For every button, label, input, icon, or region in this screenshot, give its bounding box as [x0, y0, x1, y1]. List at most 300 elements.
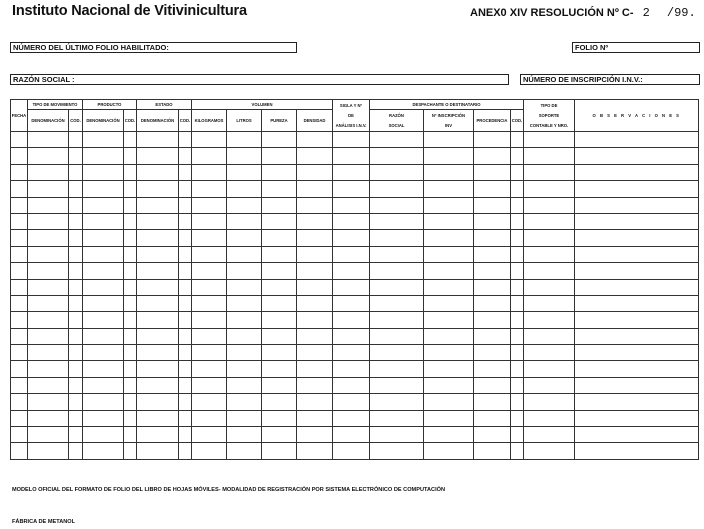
table-cell[interactable] [124, 295, 137, 311]
table-cell[interactable] [83, 197, 124, 213]
table-cell[interactable] [524, 312, 575, 328]
table-cell[interactable] [69, 279, 83, 295]
table-cell[interactable] [370, 148, 424, 164]
table-cell[interactable] [370, 213, 424, 229]
table-cell[interactable] [370, 164, 424, 180]
table-cell[interactable] [333, 132, 370, 148]
table-cell[interactable] [370, 394, 424, 410]
table-cell[interactable] [83, 246, 124, 262]
table-cell[interactable] [69, 213, 83, 229]
table-cell[interactable] [11, 377, 28, 393]
table-cell[interactable] [11, 328, 28, 344]
table-cell[interactable] [124, 197, 137, 213]
table-cell[interactable] [11, 230, 28, 246]
table-cell[interactable] [524, 443, 575, 459]
table-cell[interactable] [69, 197, 83, 213]
table-cell[interactable] [69, 377, 83, 393]
table-cell[interactable] [83, 295, 124, 311]
table-cell[interactable] [179, 164, 192, 180]
table-cell[interactable] [424, 181, 474, 197]
table-cell[interactable] [137, 427, 179, 443]
table-cell[interactable] [124, 181, 137, 197]
table-cell[interactable] [124, 328, 137, 344]
table-cell[interactable] [11, 197, 28, 213]
table-cell[interactable] [370, 345, 424, 361]
table-cell[interactable] [575, 295, 699, 311]
table-cell[interactable] [69, 312, 83, 328]
table-cell[interactable] [424, 312, 474, 328]
table-cell[interactable] [192, 197, 227, 213]
table-cell[interactable] [11, 132, 28, 148]
table-cell[interactable] [124, 230, 137, 246]
table-cell[interactable] [524, 279, 575, 295]
table-cell[interactable] [227, 295, 262, 311]
table-cell[interactable] [179, 148, 192, 164]
table-cell[interactable] [524, 328, 575, 344]
table-cell[interactable] [227, 263, 262, 279]
table-cell[interactable] [137, 443, 179, 459]
table-cell[interactable] [297, 279, 333, 295]
table-cell[interactable] [575, 312, 699, 328]
table-cell[interactable] [124, 345, 137, 361]
table-cell[interactable] [227, 164, 262, 180]
table-cell[interactable] [192, 263, 227, 279]
table-cell[interactable] [262, 230, 297, 246]
table-cell[interactable] [474, 328, 511, 344]
table-cell[interactable] [11, 279, 28, 295]
table-cell[interactable] [11, 148, 28, 164]
table-cell[interactable] [69, 394, 83, 410]
table-cell[interactable] [124, 246, 137, 262]
table-cell[interactable] [474, 443, 511, 459]
table-cell[interactable] [83, 148, 124, 164]
table-cell[interactable] [424, 197, 474, 213]
table-cell[interactable] [575, 213, 699, 229]
table-cell[interactable] [424, 263, 474, 279]
table-cell[interactable] [511, 164, 524, 180]
table-cell[interactable] [424, 345, 474, 361]
table-cell[interactable] [370, 132, 424, 148]
table-cell[interactable] [262, 181, 297, 197]
table-cell[interactable] [511, 394, 524, 410]
table-cell[interactable] [137, 361, 179, 377]
table-cell[interactable] [575, 410, 699, 426]
table-cell[interactable] [28, 181, 69, 197]
table-cell[interactable] [333, 312, 370, 328]
table-cell[interactable] [524, 213, 575, 229]
table-cell[interactable] [124, 361, 137, 377]
table-cell[interactable] [524, 394, 575, 410]
table-cell[interactable] [511, 410, 524, 426]
table-cell[interactable] [28, 345, 69, 361]
table-cell[interactable] [192, 443, 227, 459]
table-cell[interactable] [474, 427, 511, 443]
table-cell[interactable] [474, 345, 511, 361]
table-cell[interactable] [83, 181, 124, 197]
table-cell[interactable] [524, 181, 575, 197]
table-cell[interactable] [69, 148, 83, 164]
table-cell[interactable] [524, 263, 575, 279]
table-cell[interactable] [511, 181, 524, 197]
table-cell[interactable] [124, 213, 137, 229]
table-cell[interactable] [575, 263, 699, 279]
table-cell[interactable] [424, 328, 474, 344]
table-cell[interactable] [524, 377, 575, 393]
table-cell[interactable] [424, 148, 474, 164]
table-cell[interactable] [424, 394, 474, 410]
table-cell[interactable] [28, 361, 69, 377]
table-cell[interactable] [297, 197, 333, 213]
table-cell[interactable] [524, 361, 575, 377]
table-cell[interactable] [333, 328, 370, 344]
table-cell[interactable] [137, 230, 179, 246]
table-cell[interactable] [424, 295, 474, 311]
table-cell[interactable] [333, 443, 370, 459]
table-cell[interactable] [137, 181, 179, 197]
table-cell[interactable] [370, 230, 424, 246]
table-cell[interactable] [179, 394, 192, 410]
table-cell[interactable] [69, 345, 83, 361]
table-cell[interactable] [511, 361, 524, 377]
table-cell[interactable] [227, 328, 262, 344]
table-cell[interactable] [137, 328, 179, 344]
table-cell[interactable] [262, 263, 297, 279]
table-cell[interactable] [575, 345, 699, 361]
table-cell[interactable] [333, 213, 370, 229]
table-cell[interactable] [333, 427, 370, 443]
table-cell[interactable] [83, 410, 124, 426]
table-cell[interactable] [137, 213, 179, 229]
table-cell[interactable] [137, 246, 179, 262]
table-cell[interactable] [333, 295, 370, 311]
table-cell[interactable] [192, 164, 227, 180]
table-cell[interactable] [370, 295, 424, 311]
table-cell[interactable] [137, 197, 179, 213]
table-cell[interactable] [262, 312, 297, 328]
table-cell[interactable] [370, 328, 424, 344]
table-cell[interactable] [474, 164, 511, 180]
table-cell[interactable] [137, 312, 179, 328]
table-cell[interactable] [297, 443, 333, 459]
table-cell[interactable] [424, 427, 474, 443]
table-cell[interactable] [575, 181, 699, 197]
table-cell[interactable] [424, 246, 474, 262]
table-cell[interactable] [333, 410, 370, 426]
table-cell[interactable] [262, 410, 297, 426]
table-cell[interactable] [424, 377, 474, 393]
table-cell[interactable] [192, 427, 227, 443]
table-cell[interactable] [124, 312, 137, 328]
table-cell[interactable] [333, 394, 370, 410]
table-cell[interactable] [333, 197, 370, 213]
table-cell[interactable] [137, 263, 179, 279]
table-cell[interactable] [179, 246, 192, 262]
table-cell[interactable] [124, 443, 137, 459]
table-cell[interactable] [28, 213, 69, 229]
table-cell[interactable] [192, 148, 227, 164]
table-cell[interactable] [424, 410, 474, 426]
table-cell[interactable] [137, 410, 179, 426]
ultimo-folio-field[interactable]: NÚMERO DEL ÚLTIMO FOLIO HABILITADO: [10, 42, 297, 53]
table-cell[interactable] [524, 148, 575, 164]
table-cell[interactable] [575, 279, 699, 295]
table-cell[interactable] [262, 246, 297, 262]
table-cell[interactable] [28, 312, 69, 328]
table-cell[interactable] [137, 279, 179, 295]
table-cell[interactable] [424, 230, 474, 246]
table-cell[interactable] [179, 328, 192, 344]
table-cell[interactable] [424, 443, 474, 459]
table-cell[interactable] [511, 279, 524, 295]
table-cell[interactable] [179, 263, 192, 279]
table-cell[interactable] [524, 345, 575, 361]
table-cell[interactable] [227, 377, 262, 393]
table-cell[interactable] [179, 427, 192, 443]
table-cell[interactable] [333, 181, 370, 197]
table-cell[interactable] [179, 279, 192, 295]
table-cell[interactable] [297, 132, 333, 148]
table-cell[interactable] [474, 197, 511, 213]
table-cell[interactable] [511, 230, 524, 246]
table-cell[interactable] [11, 345, 28, 361]
table-cell[interactable] [575, 427, 699, 443]
table-cell[interactable] [370, 377, 424, 393]
table-cell[interactable] [511, 443, 524, 459]
table-cell[interactable] [28, 246, 69, 262]
table-cell[interactable] [297, 148, 333, 164]
razon-social-field[interactable]: RAZÓN SOCIAL : [10, 74, 509, 85]
table-cell[interactable] [69, 263, 83, 279]
table-cell[interactable] [370, 263, 424, 279]
table-cell[interactable] [69, 230, 83, 246]
table-cell[interactable] [333, 377, 370, 393]
table-cell[interactable] [227, 410, 262, 426]
table-cell[interactable] [511, 246, 524, 262]
table-cell[interactable] [124, 427, 137, 443]
table-cell[interactable] [297, 345, 333, 361]
table-cell[interactable] [262, 328, 297, 344]
table-cell[interactable] [262, 443, 297, 459]
table-cell[interactable] [192, 132, 227, 148]
table-cell[interactable] [69, 132, 83, 148]
table-cell[interactable] [69, 246, 83, 262]
table-cell[interactable] [28, 295, 69, 311]
table-cell[interactable] [511, 427, 524, 443]
table-cell[interactable] [297, 164, 333, 180]
table-cell[interactable] [524, 427, 575, 443]
table-cell[interactable] [370, 361, 424, 377]
table-cell[interactable] [474, 148, 511, 164]
table-cell[interactable] [297, 427, 333, 443]
table-cell[interactable] [83, 230, 124, 246]
table-cell[interactable] [83, 312, 124, 328]
table-cell[interactable] [474, 132, 511, 148]
table-cell[interactable] [575, 197, 699, 213]
table-cell[interactable] [511, 328, 524, 344]
table-cell[interactable] [262, 361, 297, 377]
table-cell[interactable] [28, 148, 69, 164]
table-cell[interactable] [474, 230, 511, 246]
table-cell[interactable] [179, 377, 192, 393]
table-cell[interactable] [524, 246, 575, 262]
table-cell[interactable] [192, 279, 227, 295]
table-cell[interactable] [524, 164, 575, 180]
table-cell[interactable] [11, 263, 28, 279]
table-cell[interactable] [227, 427, 262, 443]
table-cell[interactable] [192, 345, 227, 361]
table-cell[interactable] [69, 361, 83, 377]
table-cell[interactable] [424, 164, 474, 180]
table-cell[interactable] [28, 164, 69, 180]
table-cell[interactable] [83, 361, 124, 377]
table-cell[interactable] [11, 410, 28, 426]
table-cell[interactable] [124, 164, 137, 180]
table-cell[interactable] [227, 132, 262, 148]
table-cell[interactable] [474, 263, 511, 279]
table-cell[interactable] [124, 148, 137, 164]
table-cell[interactable] [262, 213, 297, 229]
table-cell[interactable] [424, 361, 474, 377]
table-cell[interactable] [192, 295, 227, 311]
inscripcion-inv-field[interactable]: NÚMERO DE INSCRIPCIÓN I.N.V.: [520, 74, 700, 85]
table-cell[interactable] [227, 279, 262, 295]
table-cell[interactable] [28, 394, 69, 410]
table-cell[interactable] [179, 181, 192, 197]
table-cell[interactable] [511, 148, 524, 164]
table-cell[interactable] [474, 295, 511, 311]
table-cell[interactable] [192, 230, 227, 246]
table-cell[interactable] [11, 427, 28, 443]
table-cell[interactable] [575, 328, 699, 344]
table-cell[interactable] [124, 263, 137, 279]
table-cell[interactable] [575, 132, 699, 148]
table-cell[interactable] [179, 295, 192, 311]
table-cell[interactable] [297, 213, 333, 229]
table-cell[interactable] [192, 181, 227, 197]
table-cell[interactable] [524, 230, 575, 246]
table-cell[interactable] [192, 410, 227, 426]
table-cell[interactable] [474, 246, 511, 262]
table-cell[interactable] [333, 164, 370, 180]
table-cell[interactable] [137, 377, 179, 393]
table-cell[interactable] [11, 312, 28, 328]
table-cell[interactable] [511, 345, 524, 361]
table-cell[interactable] [575, 164, 699, 180]
table-cell[interactable] [124, 410, 137, 426]
table-cell[interactable] [124, 377, 137, 393]
table-cell[interactable] [137, 394, 179, 410]
table-cell[interactable] [137, 295, 179, 311]
table-cell[interactable] [511, 197, 524, 213]
table-cell[interactable] [297, 361, 333, 377]
table-cell[interactable] [474, 312, 511, 328]
table-cell[interactable] [524, 132, 575, 148]
table-cell[interactable] [83, 443, 124, 459]
table-cell[interactable] [227, 148, 262, 164]
table-cell[interactable] [424, 279, 474, 295]
table-cell[interactable] [28, 443, 69, 459]
table-cell[interactable] [227, 213, 262, 229]
table-cell[interactable] [28, 328, 69, 344]
table-cell[interactable] [28, 410, 69, 426]
table-cell[interactable] [179, 361, 192, 377]
table-cell[interactable] [297, 230, 333, 246]
table-cell[interactable] [370, 279, 424, 295]
table-cell[interactable] [227, 361, 262, 377]
table-cell[interactable] [179, 132, 192, 148]
table-cell[interactable] [179, 345, 192, 361]
table-cell[interactable] [297, 263, 333, 279]
table-cell[interactable] [511, 295, 524, 311]
table-cell[interactable] [83, 279, 124, 295]
table-cell[interactable] [262, 394, 297, 410]
table-cell[interactable] [474, 361, 511, 377]
table-cell[interactable] [474, 410, 511, 426]
table-cell[interactable] [192, 361, 227, 377]
table-cell[interactable] [575, 148, 699, 164]
table-cell[interactable] [11, 181, 28, 197]
table-cell[interactable] [474, 181, 511, 197]
table-cell[interactable] [69, 295, 83, 311]
table-cell[interactable] [227, 230, 262, 246]
table-cell[interactable] [28, 230, 69, 246]
table-cell[interactable] [83, 164, 124, 180]
table-cell[interactable] [137, 132, 179, 148]
table-cell[interactable] [192, 394, 227, 410]
table-cell[interactable] [227, 181, 262, 197]
table-cell[interactable] [370, 427, 424, 443]
table-cell[interactable] [83, 328, 124, 344]
table-cell[interactable] [297, 312, 333, 328]
table-cell[interactable] [28, 263, 69, 279]
table-cell[interactable] [11, 361, 28, 377]
table-cell[interactable] [575, 377, 699, 393]
table-cell[interactable] [333, 230, 370, 246]
table-cell[interactable] [333, 279, 370, 295]
table-cell[interactable] [511, 132, 524, 148]
table-cell[interactable] [511, 377, 524, 393]
table-cell[interactable] [575, 230, 699, 246]
table-cell[interactable] [28, 279, 69, 295]
folio-field[interactable]: FOLIO Nº [572, 42, 700, 53]
table-cell[interactable] [69, 181, 83, 197]
table-cell[interactable] [524, 410, 575, 426]
table-cell[interactable] [262, 377, 297, 393]
table-cell[interactable] [333, 148, 370, 164]
table-cell[interactable] [11, 295, 28, 311]
table-cell[interactable] [192, 328, 227, 344]
table-cell[interactable] [511, 213, 524, 229]
table-cell[interactable] [333, 263, 370, 279]
table-cell[interactable] [69, 164, 83, 180]
table-cell[interactable] [69, 328, 83, 344]
table-cell[interactable] [297, 394, 333, 410]
table-cell[interactable] [28, 197, 69, 213]
table-cell[interactable] [28, 132, 69, 148]
table-cell[interactable] [137, 345, 179, 361]
table-cell[interactable] [83, 263, 124, 279]
table-cell[interactable] [262, 148, 297, 164]
table-cell[interactable] [83, 132, 124, 148]
table-cell[interactable] [179, 312, 192, 328]
table-cell[interactable] [262, 164, 297, 180]
table-cell[interactable] [424, 213, 474, 229]
table-cell[interactable] [179, 443, 192, 459]
table-cell[interactable] [227, 246, 262, 262]
table-cell[interactable] [511, 312, 524, 328]
table-cell[interactable] [124, 394, 137, 410]
table-cell[interactable] [137, 164, 179, 180]
